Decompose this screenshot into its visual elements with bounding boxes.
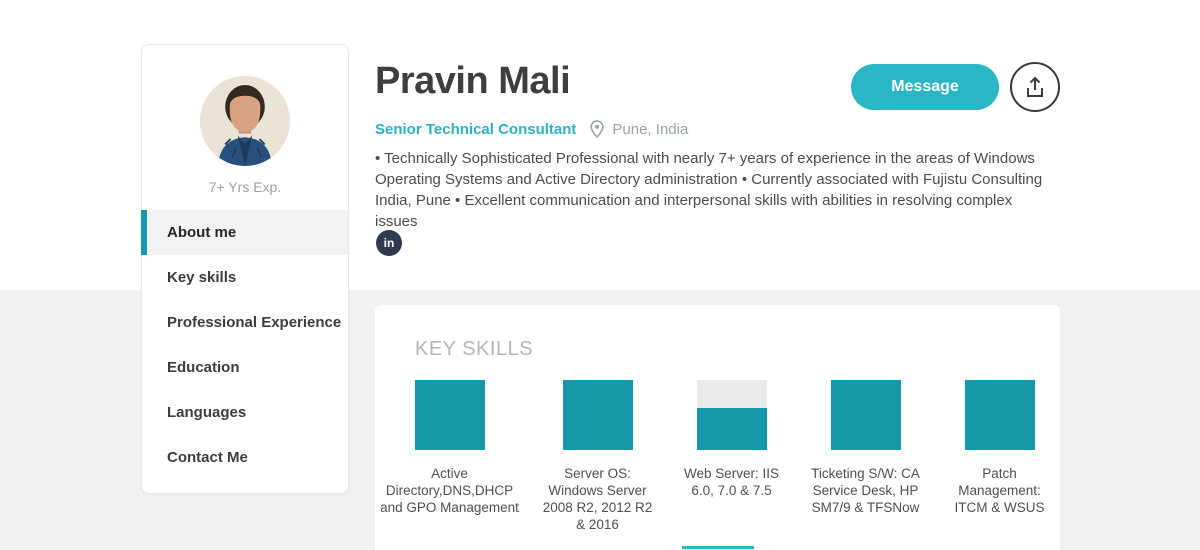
skill-label: Ticketing S/W: CA Service Desk, HP SM7/9 & TFSNow bbox=[811, 466, 920, 515]
skill-rating-tile bbox=[697, 380, 767, 450]
sidebar-item-about-me[interactable]: About me bbox=[142, 210, 348, 255]
message-button[interactable]: Message bbox=[851, 64, 999, 110]
sidebar-item-languages[interactable]: Languages bbox=[167, 404, 247, 421]
skill-label: Web Server: IIS 6.0, 7.0 & 7.5 bbox=[683, 466, 780, 498]
skill-rating-tile bbox=[415, 380, 485, 450]
avatar bbox=[200, 76, 290, 166]
experience-badge: 7+ Yrs Exp. bbox=[208, 179, 282, 195]
profile-sidebar-card bbox=[141, 44, 349, 494]
sidebar-item-professional-experience[interactable]: Professional Experience bbox=[167, 314, 342, 331]
job-title: Senior Technical Consultant bbox=[375, 120, 577, 138]
linkedin-icon[interactable]: in bbox=[376, 230, 402, 256]
avatar-photo-placeholder bbox=[200, 76, 290, 166]
section-indicator-bar bbox=[682, 546, 754, 549]
skill-item bbox=[377, 380, 523, 533]
location-text: Pune, India bbox=[612, 120, 689, 138]
page-title: Pravin Mali bbox=[375, 60, 571, 102]
skill-label: Patch Management: ITCM & WSUS bbox=[954, 466, 1045, 515]
skill-rating-tile bbox=[831, 380, 901, 450]
key-skills-card bbox=[375, 305, 1060, 550]
sidebar-item-key-skills[interactable]: Key skills bbox=[167, 269, 237, 286]
share-button[interactable] bbox=[1010, 62, 1060, 112]
skill-rating-tile bbox=[965, 380, 1035, 450]
skill-item bbox=[941, 380, 1059, 533]
skill-label: Active Directory,DNS,DHCP and GPO Management bbox=[380, 466, 519, 515]
skill-item bbox=[807, 380, 925, 533]
profile-summary: • Technically Sophisticated Professional with nearly 7+ years of experience in the areas of Windows Operating Systems and Active Directory administration • Currently associated with Fujistu Consulting India, Pune • Excellent communication and interpersonal skills with abilities in resolving complex issues bbox=[375, 150, 1043, 230]
sidebar-nav bbox=[142, 210, 348, 480]
sidebar-item-contact-me[interactable]: Contact Me bbox=[167, 449, 248, 466]
subtitle-row bbox=[375, 120, 688, 138]
skill-item bbox=[539, 380, 657, 533]
upload-icon bbox=[1024, 75, 1046, 99]
skill-label: Server OS: Windows Server 2008 R2, 2012 R2 & 2016 bbox=[542, 466, 653, 532]
skill-rating-tile bbox=[563, 380, 633, 450]
location-pin-icon bbox=[590, 120, 604, 138]
key-skills-heading: KEY SKILLS bbox=[415, 338, 534, 360]
skill-item bbox=[673, 380, 791, 533]
avatar-container bbox=[142, 76, 348, 166]
skills-row bbox=[375, 380, 1060, 533]
sidebar-item-education[interactable]: Education bbox=[167, 359, 240, 376]
